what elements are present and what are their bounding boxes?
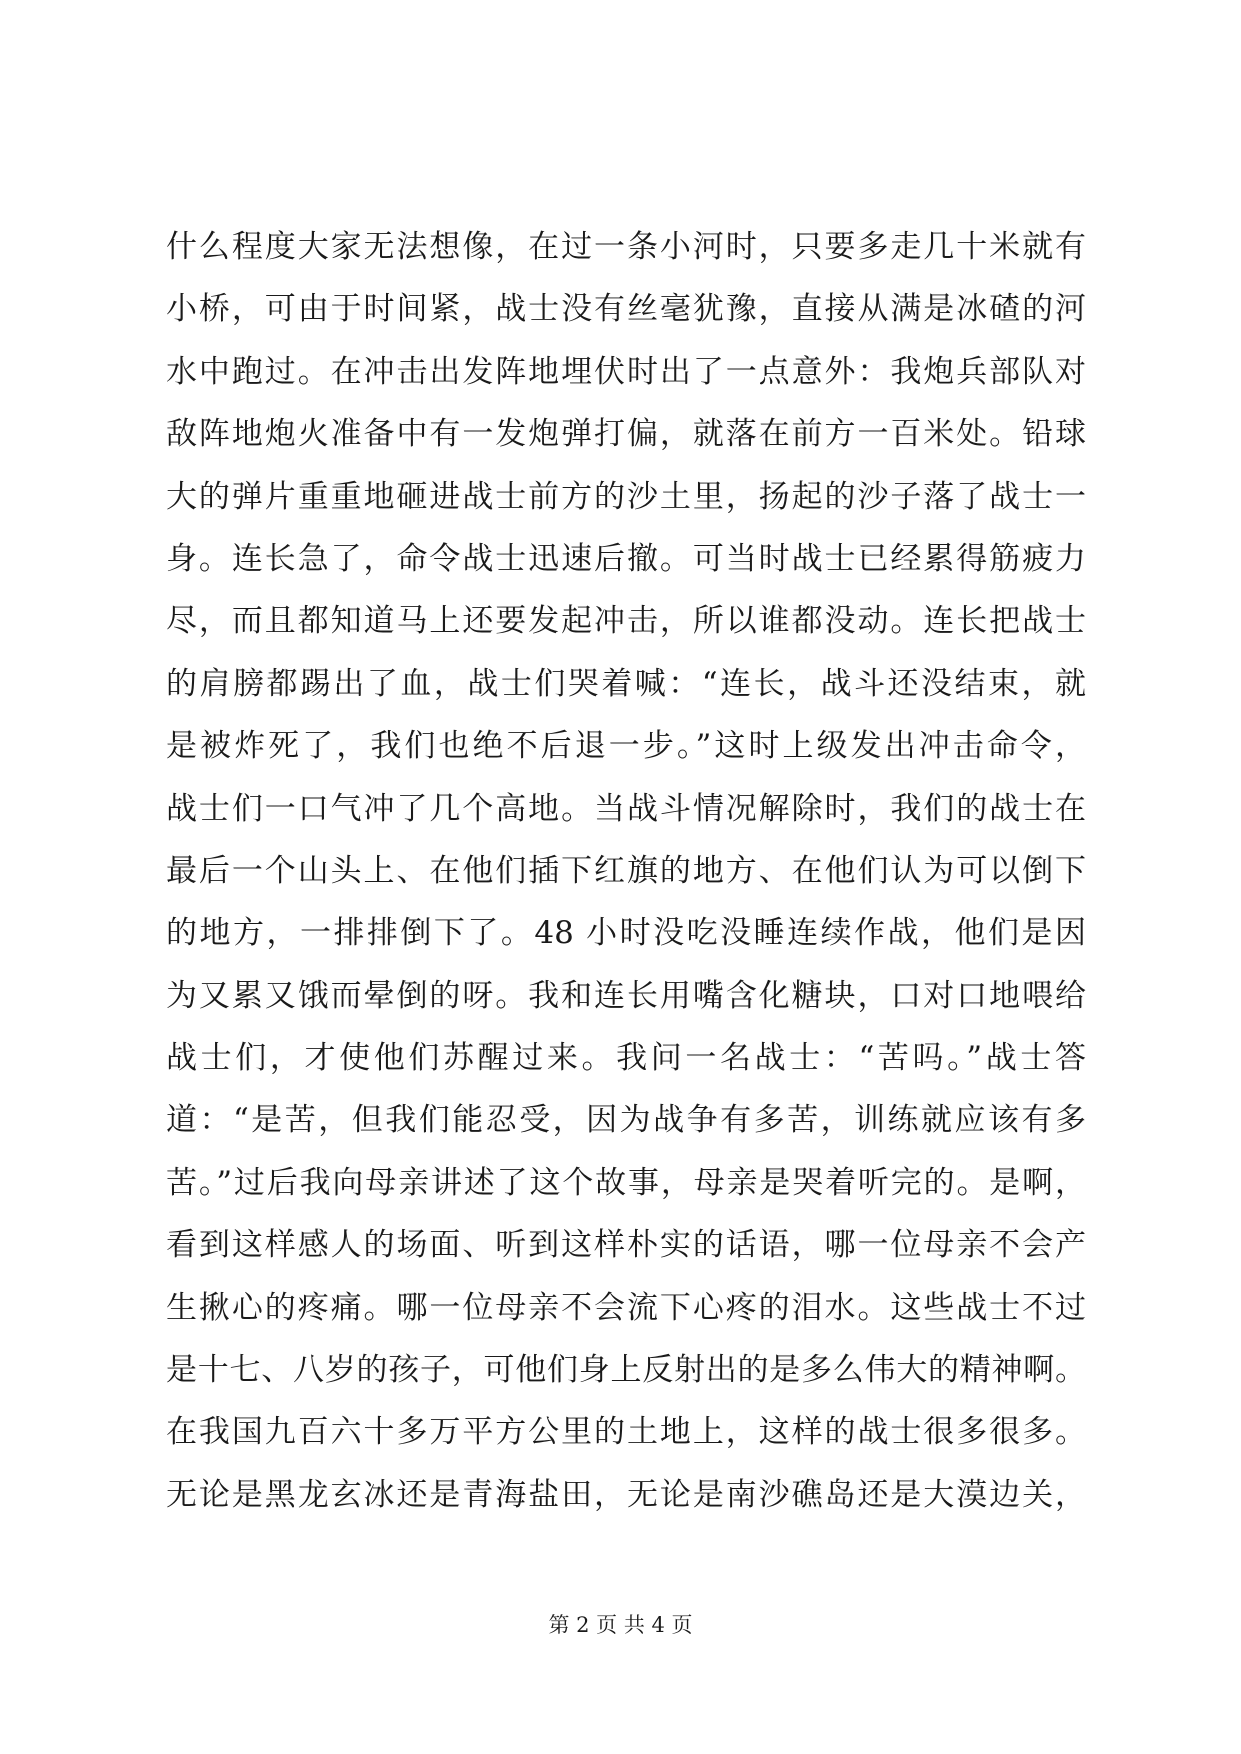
text-line: 小桥，可由于时间紧，战士没有丝毫犹豫，直接从满是冰碴的河 — [166, 291, 1086, 328]
page-number-label: 第 2 页 共 4 页 — [548, 1613, 693, 1637]
text-line: 苦。”过后我向母亲讲述了这个故事，母亲是哭着听完的。是啊， — [166, 1164, 1086, 1201]
text-line: 是十七、八岁的孩子，可他们身上反射出的是多么伟大的精神啊。 — [166, 1352, 1086, 1389]
body-text — [166, 229, 1086, 1542]
page-footer — [0, 1612, 1241, 1638]
text-line: 敌阵地炮火准备中有一发炮弹打偏，就落在前方一百米处。铅球 — [166, 416, 1086, 453]
text-line: 看到这样感人的场面、听到这样朴实的话语，哪一位母亲不会产 — [166, 1227, 1086, 1264]
text-line: 水中跑过。在冲击出发阵地埋伏时出了一点意外：我炮兵部队对 — [166, 353, 1086, 390]
text-line: 战士们，才使他们苏醒过来。我问一名战士：“苦吗。”战士答 — [166, 1040, 1086, 1077]
text-line: 战士们一口气冲了几个高地。当战斗情况解除时，我们的战士在 — [166, 790, 1086, 827]
text-line: 在我国九百六十多万平方公里的土地上，这样的战士很多很多。 — [166, 1414, 1086, 1451]
text-line: 最后一个山头上、在他们插下红旗的地方、在他们认为可以倒下 — [166, 852, 1086, 889]
text-line: 尽，而且都知道马上还要发起冲击，所以谁都没动。连长把战士 — [166, 603, 1086, 640]
text-line: 无论是黑龙玄冰还是青海盐田，无论是南沙礁岛还是大漠边关， — [166, 1476, 1086, 1513]
text-line: 生揪心的疼痛。哪一位母亲不会流下心疼的泪水。这些战士不过 — [166, 1289, 1086, 1326]
text-line: 什么程度大家无法想像，在过一条小河时，只要多走几十米就有 — [166, 229, 1086, 265]
text-line: 为又累又饿而晕倒的呀。我和连长用嘴含化糖块，口对口地喂给 — [166, 977, 1086, 1014]
text-line: 的地方，一排排倒下了。48 小时没吃没睡连续作战，他们是因 — [166, 915, 1086, 952]
text-line: 大的弹片重重地砸进战士前方的沙土里，扬起的沙子落了战士一 — [166, 478, 1086, 515]
text-line: 身。连长急了，命令战士迅速后撤。可当时战士已经累得筋疲力 — [166, 540, 1086, 577]
text-line: 的肩膀都踢出了血，战士们哭着喊：“连长，战斗还没结束，就 — [166, 665, 1086, 702]
text-line: 道：“是苦，但我们能忍受，因为战争有多苦，训练就应该有多 — [166, 1102, 1086, 1139]
text-line: 是被炸死了，我们也绝不后退一步。”这时上级发出冲击命令， — [166, 728, 1086, 765]
